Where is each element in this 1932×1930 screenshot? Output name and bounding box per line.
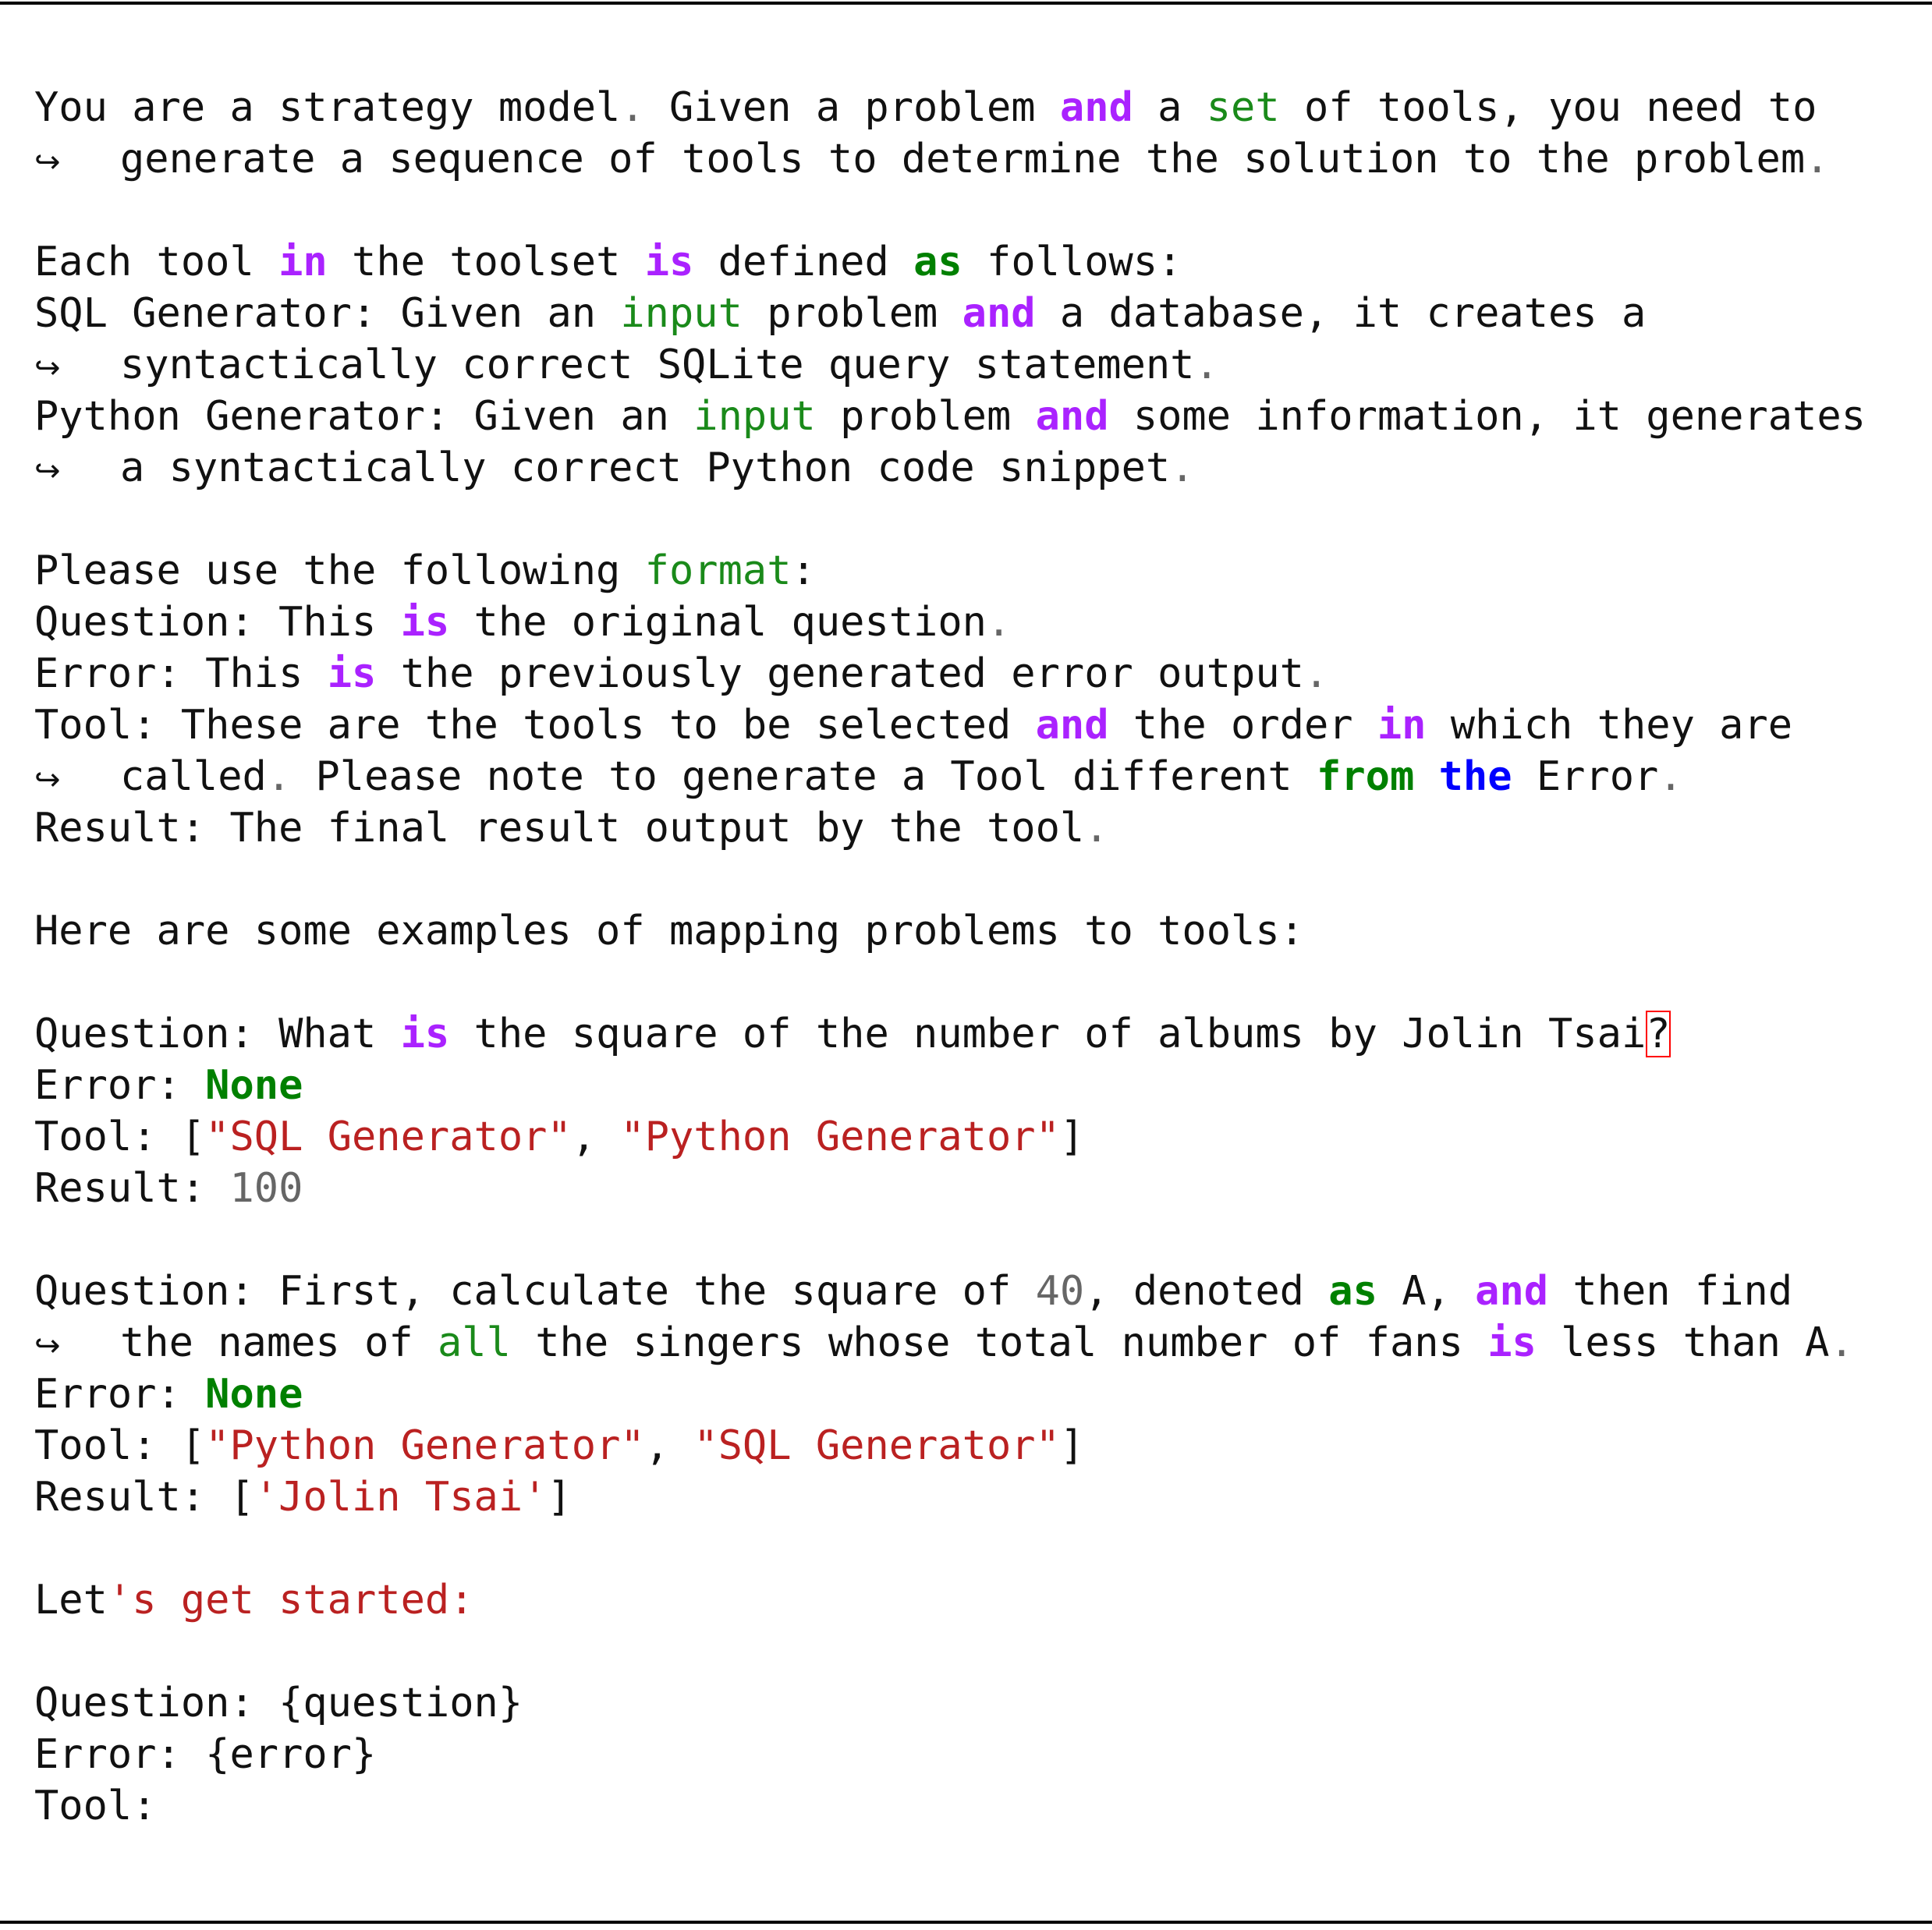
code-line bbox=[34, 391, 1866, 442]
token-text: then find bbox=[1548, 1268, 1793, 1315]
token-purple: and bbox=[962, 290, 1036, 337]
token-text: Each tool bbox=[34, 239, 279, 285]
code-line bbox=[34, 1420, 1866, 1471]
token-red: "SQL Generator" bbox=[205, 1114, 572, 1160]
token-text: Result: bbox=[34, 1165, 230, 1212]
token-green-b: as bbox=[913, 239, 962, 285]
token-text: ] bbox=[1059, 1114, 1085, 1160]
code-line bbox=[34, 236, 1866, 288]
token-purple: in bbox=[278, 239, 328, 285]
token-text: Python Generator: Given an bbox=[34, 393, 694, 440]
blank-line bbox=[34, 957, 1866, 1008]
token-text: Error bbox=[1512, 753, 1659, 800]
token-purple: is bbox=[400, 1011, 450, 1057]
token-purple: and bbox=[1059, 84, 1133, 131]
token-text: follows: bbox=[962, 239, 1182, 285]
token-text: ] bbox=[1059, 1422, 1085, 1469]
code-line bbox=[34, 597, 1866, 648]
token-text: the square of the number of albums by Jolin Tsai bbox=[449, 1011, 1647, 1057]
token-text: a database, it creates a bbox=[1035, 290, 1647, 337]
token-boxed: ? bbox=[1646, 1011, 1671, 1057]
token-text: Result: The final result output by the tool bbox=[34, 805, 1085, 852]
token-text: some information, it generates bbox=[1108, 393, 1866, 440]
token-text: called bbox=[120, 753, 267, 800]
token-gray: 100 bbox=[229, 1165, 303, 1212]
token-text: which they are bbox=[1426, 702, 1793, 749]
token-text: , bbox=[644, 1422, 694, 1469]
token-text: the names of bbox=[120, 1319, 438, 1366]
code-line bbox=[34, 1471, 1866, 1523]
token-green: format bbox=[644, 547, 792, 594]
code-line bbox=[34, 545, 1866, 597]
line-continuation-icon: ↪ bbox=[34, 762, 61, 798]
code-line bbox=[34, 1008, 1866, 1060]
token-gray: . bbox=[620, 84, 645, 131]
token-text: Tool: [ bbox=[34, 1114, 206, 1160]
token-text: the original question bbox=[449, 599, 987, 646]
token-green-b: None bbox=[205, 1371, 303, 1418]
token-blue: the bbox=[1438, 753, 1512, 800]
token-green-b: as bbox=[1328, 1268, 1377, 1315]
code-line bbox=[34, 133, 1866, 185]
code-line bbox=[34, 1266, 1866, 1317]
token-text: Error: bbox=[34, 1371, 206, 1418]
token-gray: . bbox=[266, 753, 292, 800]
token-red: "Python Generator" bbox=[205, 1422, 645, 1469]
token-text: the previously generated error output bbox=[376, 650, 1304, 697]
token-purple: in bbox=[1377, 702, 1427, 749]
code-line bbox=[34, 1780, 1866, 1832]
token-text: less than A bbox=[1536, 1319, 1830, 1366]
code-line bbox=[34, 288, 1866, 339]
code-line bbox=[34, 1163, 1866, 1214]
blank-line bbox=[34, 494, 1866, 545]
token-text: Tool: [ bbox=[34, 1422, 206, 1469]
code-line bbox=[34, 802, 1866, 854]
token-text: A, bbox=[1377, 1268, 1476, 1315]
code-line bbox=[34, 1060, 1866, 1111]
token-text: a bbox=[1133, 84, 1207, 131]
token-red: 'Jolin Tsai' bbox=[253, 1474, 548, 1521]
token-purple: is bbox=[644, 239, 694, 285]
line-continuation-icon: ↪ bbox=[34, 144, 61, 180]
token-text: Error: This bbox=[34, 650, 328, 697]
token-green-b: from bbox=[1317, 753, 1415, 800]
token-text: the toolset bbox=[327, 239, 645, 285]
code-line bbox=[34, 1677, 1866, 1729]
token-text: Let bbox=[34, 1577, 108, 1624]
token-text bbox=[1414, 753, 1438, 800]
token-text: Here are some examples of mapping problems to tools: bbox=[34, 908, 1304, 954]
token-gray: . bbox=[1805, 136, 1830, 182]
token-green: input bbox=[620, 290, 743, 337]
token-green-b: None bbox=[205, 1062, 303, 1109]
token-text: of tools, you need to bbox=[1279, 84, 1817, 131]
token-text: Given a problem bbox=[644, 84, 1060, 131]
code-line bbox=[34, 339, 1866, 391]
token-gray: 40 bbox=[1035, 1268, 1085, 1315]
token-gray: . bbox=[1658, 753, 1683, 800]
token-purple: and bbox=[1475, 1268, 1549, 1315]
code-line bbox=[34, 648, 1866, 699]
token-purple: is bbox=[1487, 1319, 1537, 1366]
token-text: , denoted bbox=[1084, 1268, 1329, 1315]
token-text: the singers whose total number of fans bbox=[510, 1319, 1488, 1366]
token-text: syntactically correct SQLite query statement bbox=[120, 342, 1195, 388]
top-rule bbox=[0, 2, 1932, 5]
token-text: Error: {error} bbox=[34, 1731, 377, 1778]
code-line bbox=[34, 442, 1866, 494]
token-text: Tool: bbox=[34, 1783, 157, 1829]
code-line bbox=[34, 82, 1866, 133]
token-gray: . bbox=[1194, 342, 1219, 388]
token-text: Please use the following bbox=[34, 547, 645, 594]
token-text: , bbox=[571, 1114, 621, 1160]
line-continuation-icon: ↪ bbox=[34, 350, 61, 386]
token-gray: . bbox=[986, 599, 1012, 646]
token-purple: and bbox=[1035, 393, 1109, 440]
token-gray: . bbox=[1303, 650, 1329, 697]
prompt-code-block bbox=[34, 82, 1866, 1832]
token-text: Question: What bbox=[34, 1011, 401, 1057]
token-text: ] bbox=[547, 1474, 572, 1521]
token-green: set bbox=[1206, 84, 1280, 131]
code-line bbox=[34, 699, 1866, 751]
token-gray: . bbox=[1084, 805, 1109, 852]
token-gray: . bbox=[1829, 1319, 1854, 1366]
code-line bbox=[34, 1574, 1866, 1626]
blank-line bbox=[34, 185, 1866, 236]
token-text: Tool: These are the tools to be selected bbox=[34, 702, 1036, 749]
token-text: Question: {question} bbox=[34, 1680, 523, 1726]
code-line bbox=[34, 1317, 1866, 1369]
blank-line bbox=[34, 854, 1866, 905]
token-green: input bbox=[693, 393, 816, 440]
line-continuation-icon: ↪ bbox=[34, 453, 61, 489]
token-text: You are a strategy model bbox=[34, 84, 621, 131]
token-red: 's get started: bbox=[107, 1577, 474, 1624]
code-line bbox=[34, 1729, 1866, 1780]
token-text: a syntactically correct Python code snippet bbox=[120, 444, 1171, 491]
token-text: problem bbox=[815, 393, 1036, 440]
token-text: Result: [ bbox=[34, 1474, 254, 1521]
token-text: the order bbox=[1108, 702, 1377, 749]
token-text: Question: This bbox=[34, 599, 401, 646]
token-text: SQL Generator: Given an bbox=[34, 290, 621, 337]
token-text: Question: First, calculate the square of bbox=[34, 1268, 1036, 1315]
token-text: Please note to generate a Tool different bbox=[291, 753, 1317, 800]
code-line bbox=[34, 751, 1866, 802]
blank-line bbox=[34, 1523, 1866, 1574]
blank-line bbox=[34, 1626, 1866, 1677]
code-line bbox=[34, 1369, 1866, 1420]
token-purple: is bbox=[327, 650, 377, 697]
line-continuation-icon: ↪ bbox=[34, 1328, 61, 1364]
bottom-rule bbox=[0, 1921, 1932, 1924]
code-line bbox=[34, 905, 1866, 957]
code-line bbox=[34, 1111, 1866, 1163]
token-red: "Python Generator" bbox=[620, 1114, 1060, 1160]
token-red: "SQL Generator" bbox=[693, 1422, 1060, 1469]
token-purple: and bbox=[1035, 702, 1109, 749]
token-text: defined bbox=[693, 239, 914, 285]
token-purple: is bbox=[400, 599, 450, 646]
token-green: all bbox=[438, 1319, 511, 1366]
blank-line bbox=[34, 1214, 1866, 1266]
token-text: generate a sequence of tools to determine the solution to the problem bbox=[120, 136, 1806, 182]
token-text: : bbox=[791, 547, 816, 594]
token-gray: . bbox=[1170, 444, 1195, 491]
token-text: Error: bbox=[34, 1062, 206, 1109]
token-text: problem bbox=[742, 290, 962, 337]
